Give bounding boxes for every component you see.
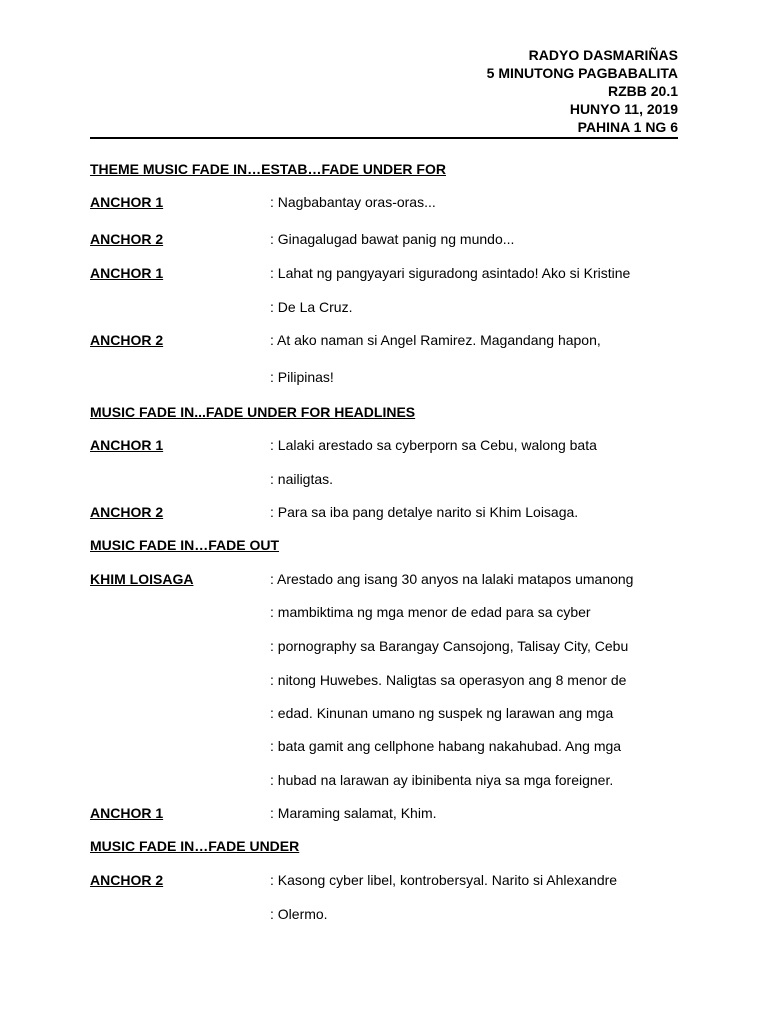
dialogue-line: : At ako naman si Angel Ramirez. Magandang hapon, <box>270 332 601 348</box>
cue-fade-out: MUSIC FADE IN…FADE OUT <box>90 537 280 553</box>
speaker-label: KHIM LOISAGA <box>90 571 194 587</box>
dialogue-line: : De La Cruz. <box>270 299 353 315</box>
speaker-label: ANCHOR 1 <box>90 437 164 453</box>
page-number: PAHINA 1 NG 6 <box>577 119 678 135</box>
dialogue-line: : Lahat ng pangyayari siguradong asintado! Ako si Kristine <box>270 265 631 281</box>
script-body <box>90 0 690 1024</box>
dialogue-line: : Para sa iba pang detalye narito si Khim Loisaga. <box>270 504 579 520</box>
script-code: RZBB 20.1 <box>607 83 678 99</box>
cue-headlines-music: MUSIC FADE IN...FADE UNDER FOR HEADLINES <box>90 404 416 420</box>
speaker-label: ANCHOR 1 <box>90 265 164 281</box>
dialogue-line: : Kasong cyber libel, kontrobersyal. Narito si Ahlexandre <box>270 872 618 888</box>
dialogue-line: : edad. Kinunan umano ng suspek ng larawan ang mga <box>270 705 614 721</box>
dialogue-line: : Maraming salamat, Khim. <box>270 805 437 821</box>
cue-fade-under: MUSIC FADE IN…FADE UNDER <box>90 838 300 854</box>
dialogue-line: : Nagbabantay oras-oras... <box>270 194 436 210</box>
cue-theme-music: THEME MUSIC FADE IN…ESTAB…FADE UNDER FOR <box>90 161 446 177</box>
dialogue-line: : hubad na larawan ay ibinibenta niya sa mga foreigner. <box>270 772 614 788</box>
speaker-label: ANCHOR 2 <box>90 504 164 520</box>
speaker-label: ANCHOR 1 <box>90 194 164 210</box>
station-name: RADYO DASMARIÑAS <box>528 47 678 63</box>
dialogue-line: : Pilipinas! <box>270 369 334 385</box>
script-date: HUNYO 11, 2019 <box>569 101 678 117</box>
speaker-label: ANCHOR 2 <box>90 872 164 888</box>
dialogue-line: : Ginagalugad bawat panig ng mundo... <box>270 231 515 247</box>
dialogue-line: : Arestado ang isang 30 anyos na lalaki matapos umanong <box>270 571 634 587</box>
speaker-label: ANCHOR 2 <box>90 332 164 348</box>
dialogue-line: : nailigtas. <box>270 471 334 487</box>
dialogue-line: : bata gamit ang cellphone habang nakahubad. Ang mga <box>270 738 622 754</box>
dialogue-line: : Olermo. <box>270 906 328 922</box>
speaker-label: ANCHOR 2 <box>90 231 164 247</box>
dialogue-line: : nitong Huwebes. Naligtas sa operasyon ang 8 menor de <box>270 672 627 688</box>
speaker-label: ANCHOR 1 <box>90 805 164 821</box>
dialogue-line: : pornography sa Barangay Cansojong, Talisay City, Cebu <box>270 638 629 654</box>
dialogue-line: : mambiktima ng mga menor de edad para sa cyber <box>270 604 591 620</box>
dialogue-line: : Lalaki arestado sa cyberporn sa Cebu, walong bata <box>270 437 597 453</box>
program-name: 5 MINUTONG PAGBABALITA <box>486 65 678 81</box>
